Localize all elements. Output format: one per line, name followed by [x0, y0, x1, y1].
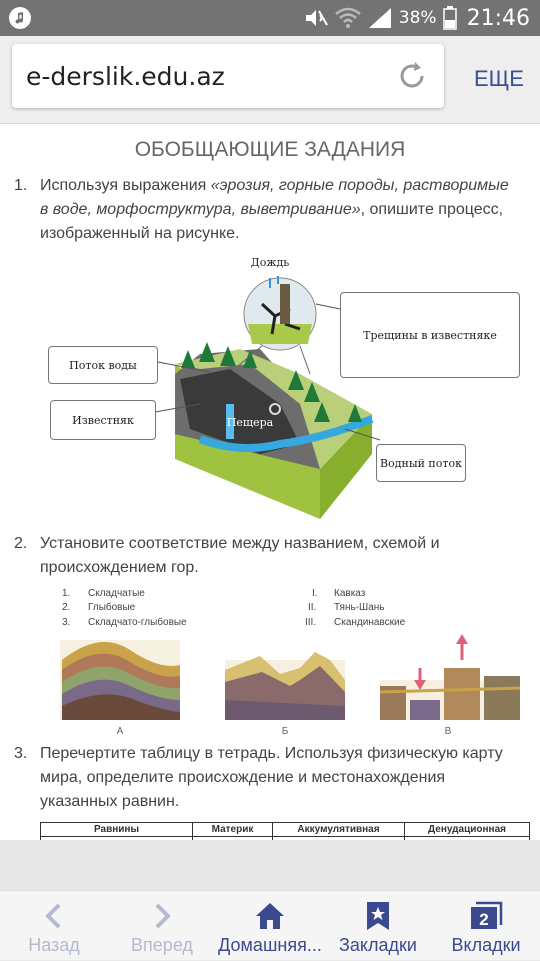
- label-cave: Пещера: [226, 416, 274, 429]
- home-label: Домашняя...: [218, 935, 322, 955]
- mountain-schemes: [0, 630, 540, 736]
- browser-toolbar: [0, 36, 540, 124]
- task-text-part: Используя выражения: [40, 177, 211, 194]
- scheme-fold-block: [380, 634, 520, 720]
- back-button[interactable]: [14, 891, 94, 961]
- chevron-left-icon: [40, 901, 68, 931]
- wifi-icon: [335, 7, 361, 29]
- address-bar[interactable]: [12, 44, 444, 108]
- label-rain: Дождь: [250, 256, 290, 269]
- bookmarks-button[interactable]: [334, 891, 422, 961]
- mute-icon: [303, 7, 329, 29]
- task-number: 3.: [14, 745, 28, 762]
- task-number: 1.: [14, 177, 28, 194]
- task-3: [14, 742, 514, 814]
- callout-water-flow: Поток воды: [48, 346, 158, 384]
- task-text-italic: «эрозия, горные породы, растворимые в воде, морфоструктура, выветривание»: [40, 177, 509, 218]
- callout-cracks: Трещины в известняке: [340, 292, 520, 378]
- tabs-label: Вкладки: [451, 935, 521, 955]
- chevron-right-icon: [148, 901, 176, 931]
- tabs-button[interactable]: [446, 891, 526, 961]
- type-name: Складчато-глыбовые: [88, 617, 187, 628]
- callout-stream: Водный поток: [376, 444, 466, 482]
- table-header: Равнины: [41, 823, 193, 837]
- url-text[interactable]: e-derslik.edu.az: [26, 62, 225, 91]
- section-heading: ОБОБЩАЮЩИЕ ЗАДАНИЯ: [134, 138, 406, 161]
- table-header: Аккумулятивная: [273, 823, 405, 837]
- plains-table: [40, 822, 530, 840]
- home-button[interactable]: [214, 891, 326, 961]
- bookmarks-label: Закладки: [339, 935, 417, 955]
- type-num: 1.: [62, 588, 71, 599]
- table-row: [41, 823, 530, 837]
- signal-icon: [367, 7, 393, 29]
- task-1: [14, 174, 514, 246]
- task-text-part: , опишите процесс, изображенный на рисунке.: [40, 201, 504, 242]
- bookmark-star-icon: [364, 901, 392, 931]
- mountain-name: Скандинавские: [334, 617, 406, 628]
- forward-button[interactable]: [122, 891, 202, 961]
- tabs-icon: [469, 901, 503, 931]
- type-name: Глыбовые: [88, 602, 136, 613]
- scheme-label: А: [116, 726, 124, 736]
- table-header: Материк: [193, 823, 273, 837]
- scheme-label: В: [444, 726, 452, 736]
- task-text: Установите соответствие между названием, схемой и происхождением гор.: [40, 535, 440, 576]
- page-content[interactable]: [0, 124, 540, 840]
- mountain-name: Тянь-Шань: [334, 602, 385, 613]
- scheme-block: [225, 652, 345, 720]
- clock: 21:46: [466, 5, 530, 31]
- forward-label: Вперед: [131, 935, 193, 955]
- type-name: Складчатые: [88, 588, 145, 599]
- type-num: 3.: [62, 617, 71, 628]
- mountain-num: III.: [305, 617, 317, 628]
- callout-limestone: Известняк: [50, 400, 156, 440]
- task-2: [14, 532, 514, 580]
- task-number: 2.: [14, 535, 28, 552]
- scheme-folded: [60, 640, 180, 720]
- type-num: 2.: [62, 602, 71, 613]
- task-text: [40, 174, 514, 246]
- mountain-num: II.: [308, 602, 317, 613]
- reload-icon[interactable]: [394, 58, 430, 94]
- scheme-label: Б: [281, 726, 289, 736]
- music-note-icon: [8, 6, 32, 30]
- mountain-num: I.: [312, 588, 318, 599]
- bottom-navigation: [0, 890, 540, 960]
- task-text: Перечертите таблицу в тетрадь. Используя физическую карту мира, определите происхождение и местонахождения указанных равнин.: [40, 745, 503, 810]
- tabs-count: 2: [479, 910, 489, 929]
- table-header: Денудационная: [405, 823, 530, 837]
- back-label: Назад: [28, 935, 80, 955]
- more-button[interactable]: ЕЩЕ: [474, 66, 524, 91]
- status-bar: [0, 0, 540, 36]
- home-icon: [254, 901, 286, 931]
- page-bottom-space: [0, 840, 540, 890]
- mountain-name: Кавказ: [334, 588, 366, 599]
- battery-percent: 38%: [398, 8, 437, 28]
- battery-icon: [443, 6, 457, 30]
